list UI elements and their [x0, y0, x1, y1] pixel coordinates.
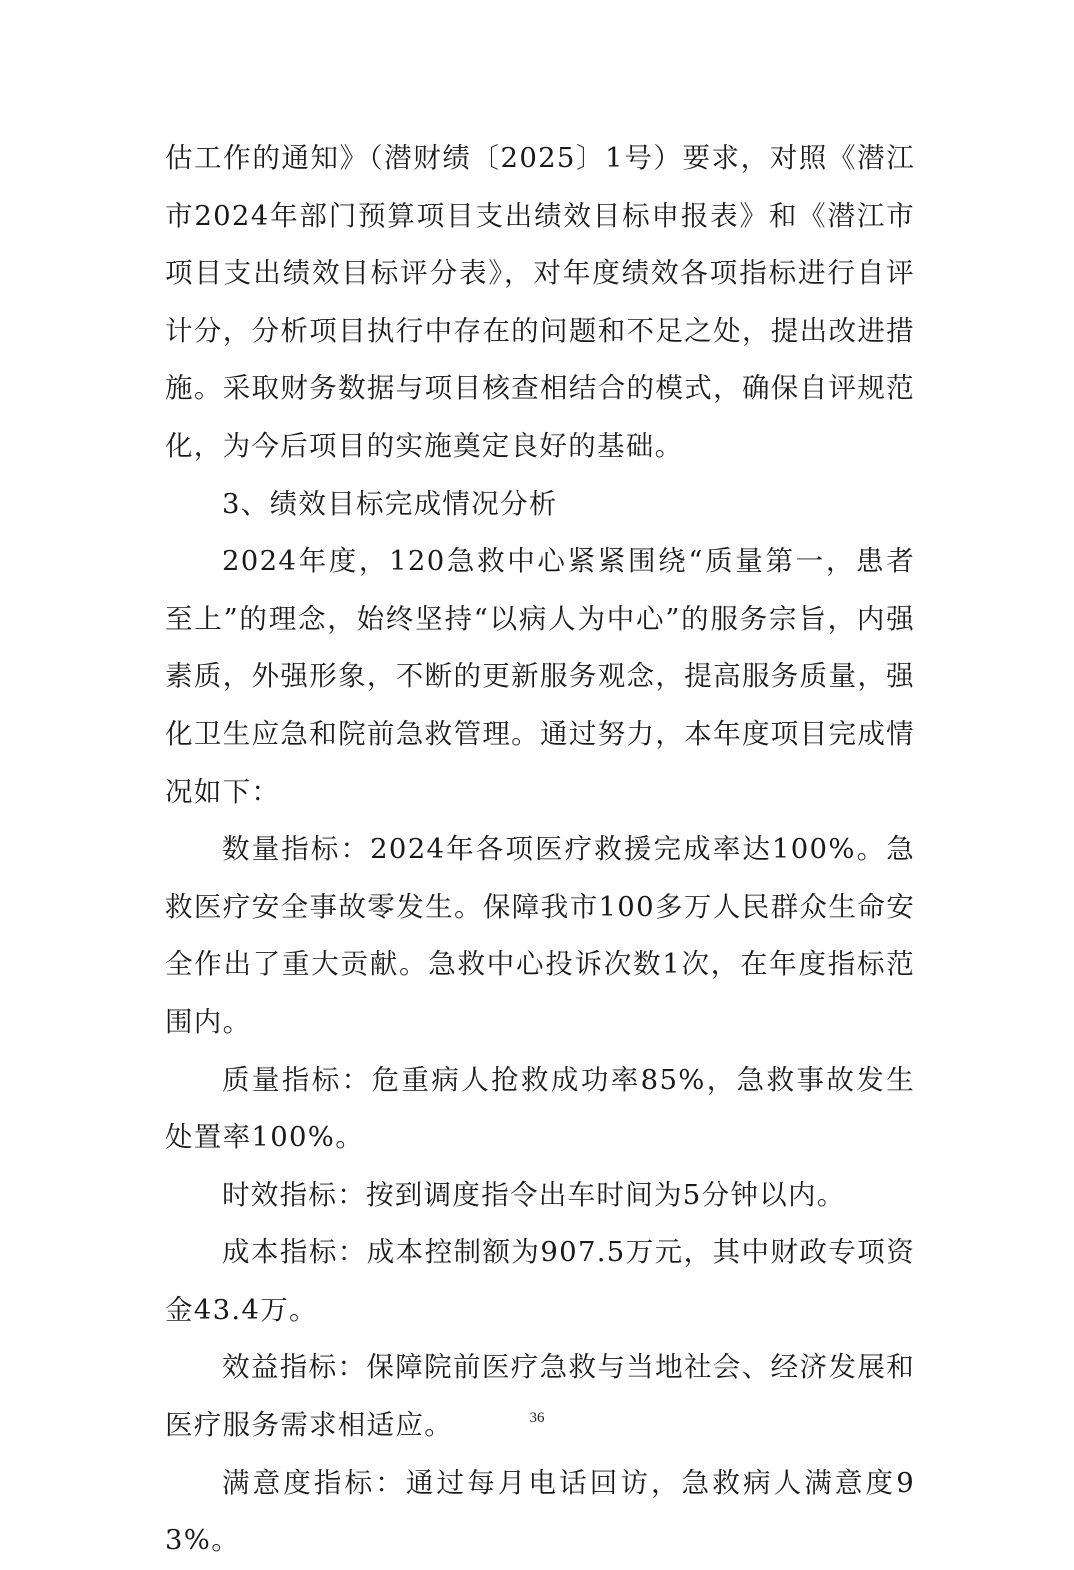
paragraph-continuation: 估工作的通知》（潜财绩〔2025〕1号）要求，对照《潜江市2024年部门预算项目支出绩效目标申报表》和《潜江市项目支出绩效目标评分表》，对年度绩效各项指标进行自评计分，分析项目执行中存在的问题和不足之处，提出改进措施。采取财务数据与项目核查相结合的模式，确保自评规范化，为今后项目的实施奠定良好的基础。 [165, 142, 915, 462]
paragraph-timeliness-indicator: 时效指标：按到调度指令出车时间为5分钟以内。 [222, 1178, 846, 1211]
paragraph-overview: 2024年度，120急救中心紧紧围绕“质量第一，患者至上”的理念，始终坚持“以病人为中心”的服务宗旨，内强素质，外强形象，不断的更新服务观念，提高服务质量，强化卫生应急和院前急救管理。通过努力，本年度项目完成情况如下： [165, 545, 915, 808]
section-heading: 3、绩效目标完成情况分析 [222, 487, 558, 520]
paragraph-satisfaction-indicator: 满意度指标：通过每月电话回访，急救病人满意度93%。 [165, 1466, 915, 1557]
document-body [165, 130, 915, 1570]
paragraph-quality-indicator: 质量指标：危重病人抢救成功率85%，急救事故发生处置率100%。 [165, 1063, 915, 1154]
paragraph-quantity-indicator: 数量指标：2024年各项医疗救援完成率达100%。急救医疗安全事故零发生。保障我市100多万人民群众生命安全作出了重大贡献。急救中心投诉次数1次，在年度指标范围内。 [165, 833, 915, 1038]
paragraph-cost-indicator: 成本指标：成本控制额为907.5万元，其中财政专项资金43.4万。 [165, 1236, 915, 1326]
paragraph-benefit-indicator: 效益指标：保障院前医疗急救与当地社会、经济发展和医疗服务需求相适应。 [165, 1351, 915, 1442]
page-number: 36 [529, 1410, 545, 1426]
